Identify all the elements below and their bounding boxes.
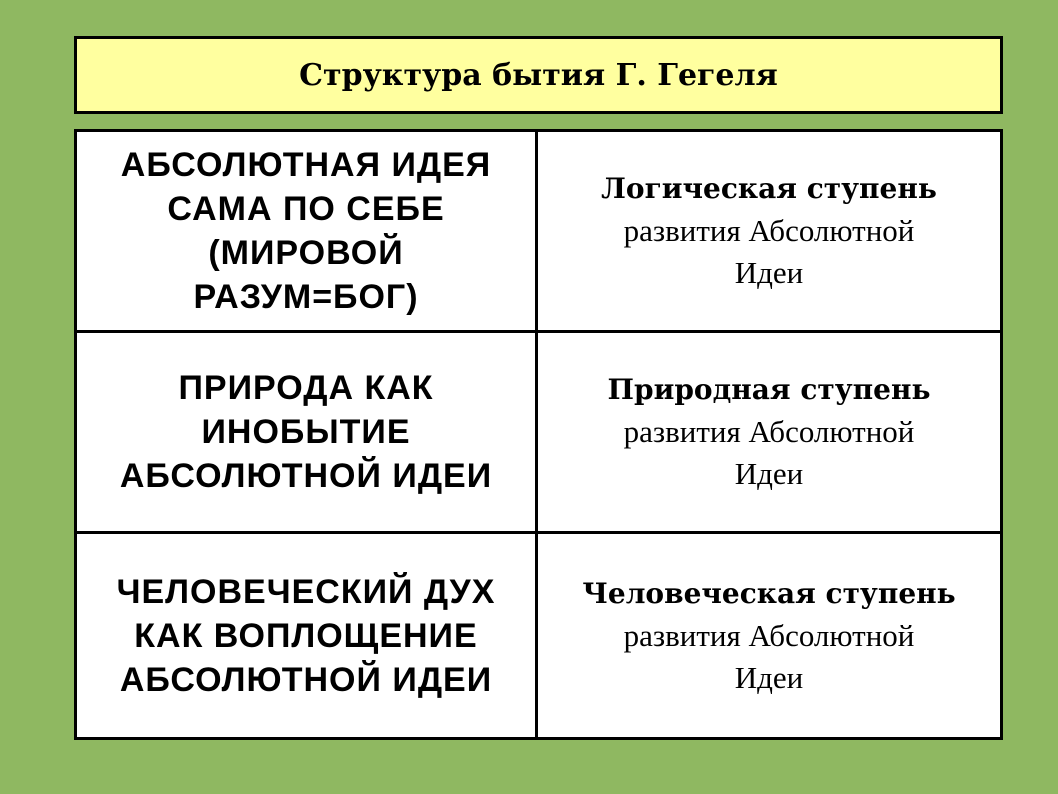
title-box xyxy=(74,36,1003,114)
cell-human-stage xyxy=(538,534,1000,737)
cell-nature xyxy=(77,333,538,534)
cell-human-spirit xyxy=(77,534,538,737)
natural-stage-title: Природная ступень xyxy=(607,373,931,406)
page-title: Структура бытия Г. Гегеля xyxy=(299,57,778,93)
natural-stage-desc: развития Абсолютной Идеи xyxy=(623,414,915,491)
logical-stage-desc: развития Абсолютной Идеи xyxy=(623,213,915,290)
cell-human-spirit-text: ЧЕЛОВЕЧЕСКИЙ ДУХ КАК ВОПЛОЩЕНИЕ АБСОЛЮТНОЙ ИДЕИ xyxy=(116,572,496,699)
human-stage-title: Человеческая ступень xyxy=(582,576,956,610)
cell-absolute-idea xyxy=(77,132,538,333)
cell-nature-text: ПРИРОДА КАК ИНОБЫТИЕ АБСОЛЮТНОЙ ИДЕИ xyxy=(119,369,493,495)
cell-logical-stage xyxy=(538,132,1000,333)
hegel-structure-table xyxy=(74,129,1003,740)
logical-stage-title: Логическая ступень xyxy=(601,172,937,205)
cell-natural-stage xyxy=(538,333,1000,534)
human-stage-desc: развития Абсолютной Идеи xyxy=(623,617,915,695)
cell-absolute-idea-text: АБСОЛЮТНАЯ ИДЕЯ САМА ПО СЕБЕ (МИРОВОЙ РАЗУМ=БОГ) xyxy=(120,146,492,316)
